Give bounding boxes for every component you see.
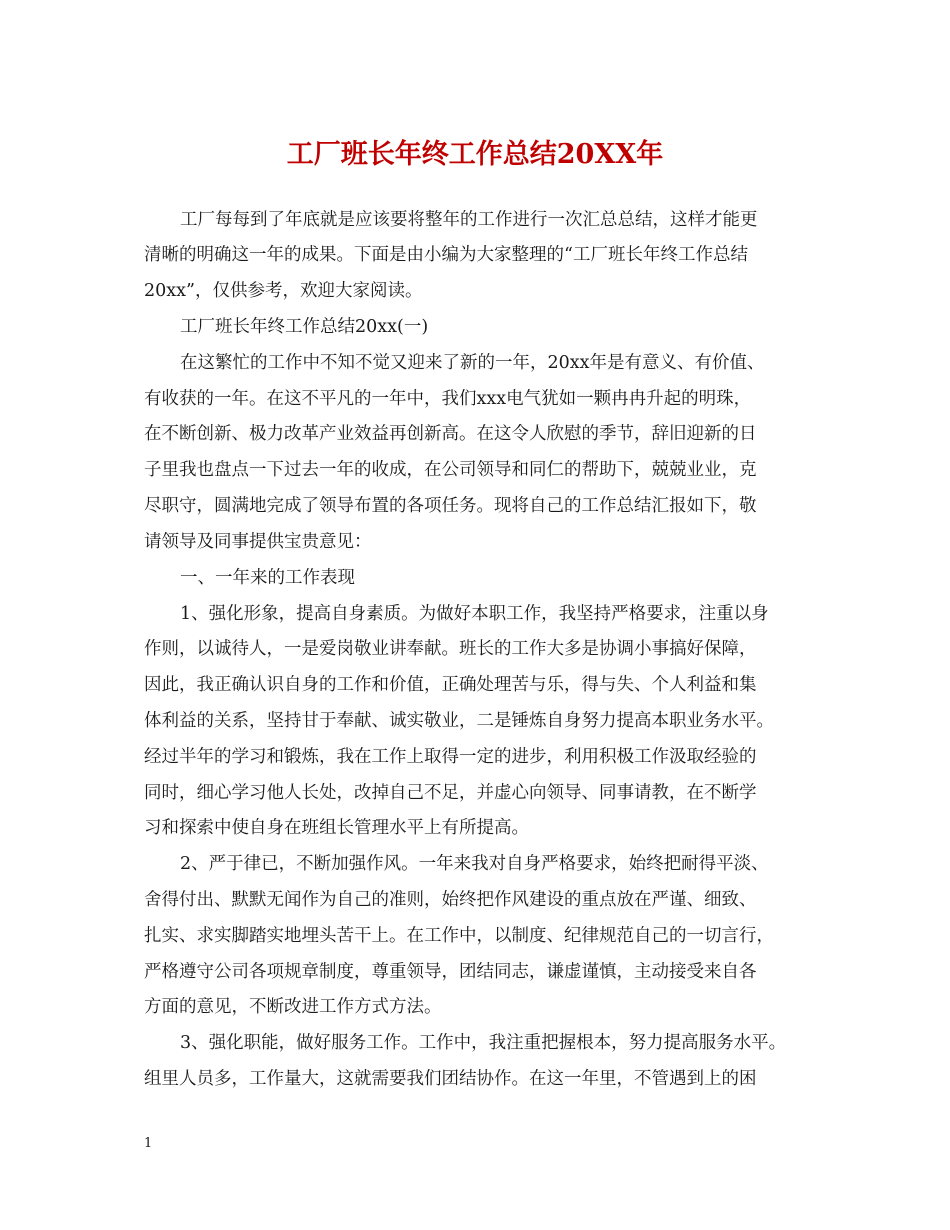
paragraph-line: 3、强化职能，做好服务工作。工作中，我注重把握根本，努力提高服务水平。 [180, 1033, 787, 1053]
paragraph-line: 2、严于律已，不断加强作风。一年来我对自身严格要求，始终把耐得平淡、 [180, 854, 769, 874]
paragraph-line: 扎实、求实脚踏实地埋头苦干上。在工作中，以制度、纪律规范自己的一切言行， [144, 926, 774, 946]
paragraph-line: 在不断创新、极力改革产业效益再创新高。在这令人欣慰的季节，辞旧迎新的日 [144, 424, 757, 444]
paragraph-line: 体利益的关系，坚持甘于奉献、诚实敬业，二是锤炼自身努力提高本职业务水平。 [144, 711, 774, 731]
paragraph-line: 经过半年的学习和锻炼，我在工作上取得一定的进步，利用积极工作汲取经验的 [144, 747, 757, 767]
paragraph-line: 20xx”，仅供参考，欢迎大家阅读。 [144, 281, 423, 301]
paragraph-line: 清晰的明确这一年的成果。下面是由小编为大家整理的“工厂班长年终工作总结 [144, 245, 748, 265]
paragraph-line: 有收获的一年。在这不平凡的一年中，我们xxx电气犹如一颗冉冉升起的明珠， [144, 389, 752, 409]
paragraph-line: 组里人员多，工作量大，这就需要我们团结协作。在这一年里，不管遇到上的困 [144, 1069, 757, 1089]
paragraph-line: 请领导及同事提供宝贵意见： [144, 532, 372, 552]
paragraph-line: 舍得付出、默默无闻作为自己的准则，始终把作风建设的重点放在严谨、细致、 [144, 890, 757, 910]
paragraph-line: 尽职守，圆满地完成了领导布置的各项任务。现将自己的工作总结汇报如下，敬 [144, 496, 757, 516]
paragraph-line: 严格遵守公司各项规章制度，尊重领导，团结同志，谦虚谨慎，主动接受来自各 [144, 962, 757, 982]
paragraph-line: 1、强化形象，提高自身素质。为做好本职工作，我坚持严格要求，注重以身 [180, 604, 769, 624]
paragraph-line: 作则，以诚待人，一是爱岗敬业讲奉献。班长的工作大多是协调小事搞好保障， [144, 639, 757, 659]
paragraph-line: 子里我也盘点一下过去一年的收成，在公司领导和同仁的帮助下，兢兢业业，克 [144, 460, 757, 480]
document-title: 工厂班长年终工作总结20XX年 [286, 139, 664, 170]
paragraph-line: 在这繁忙的工作中不知不觉又迎来了新的一年，20xx年是有意义、有价值、 [180, 353, 765, 373]
paragraph-line: 方面的意见，不断改进工作方式方法。 [144, 997, 442, 1017]
section-heading: 工厂班长年终工作总结20xx(一) [180, 317, 429, 337]
section-heading: 一、一年来的工作表现 [180, 568, 355, 588]
paragraph-line: 习和探索中使自身在班组长管理水平上有所提高。 [144, 818, 529, 838]
paragraph-line: 工厂每每到了年底就是应该要将整年的工作进行一次汇总总结，这样才能更 [180, 210, 758, 230]
paragraph-line: 同时，细心学习他人长处，改掉自己不足，并虚心向领导、同事请教，在不断学 [144, 783, 757, 803]
paragraph-line: 因此，我正确认识自身的工作和价值，正确处理苦与乐，得与失、个人利益和集 [144, 675, 757, 695]
page-number: 1 [144, 1136, 153, 1151]
